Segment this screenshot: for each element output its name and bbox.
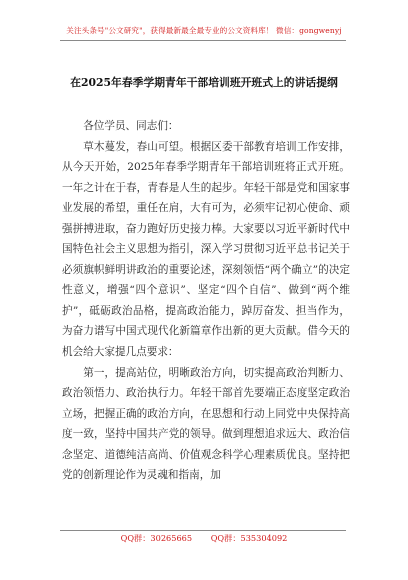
footer-contacts — [0, 533, 408, 544]
document-body — [62, 116, 350, 486]
first-point-paragraph: 第一，提高站位，明晰政治方向，切实提高政治判断力、政治领悟力、政治执行力。年轻干部首先要端正态度坚定政治立场，把握正确的政治方向，在思想和行动上同党中央保持高度一致，坚持中国共产党的领导。做到理想追求远大、政治信念坚定、道德纯洁高尚、价值观念科学心理素质优良。坚持把党的创新理论作为灵魂和指南，加 — [62, 366, 350, 482]
salutation-paragraph: 各位学员、同志们： — [83, 120, 179, 132]
footer-qq-group-2: QQ群：535304092 — [210, 533, 288, 543]
header-divider — [60, 40, 346, 41]
header-promo-text: 关注头条号"公文研究"，获得最新最全最专业的公文资料库！ 微信：gongwenyj — [66, 26, 342, 35]
document-title: 在2025年春季学期青年干部培训班开班式上的讲话提纲 — [70, 76, 338, 89]
footer-divider — [60, 530, 346, 531]
footer-qq-group-1: QQ群：30265665 — [120, 533, 193, 543]
opening-paragraph: 草木蔓发，春山可望。根据区委干部教育培训工作安排，从今天开始，2025年春季学期青年干部培训班将正式开班。一年之计在于春，青春是人生的起步。年轻干部是党和国家事业发展的希望，重任在肩，大有可为，必须牢记初心使命、顽强拼搏进取，奋力跑好历史接力棒。大家要以习近平新时代中国特色社会主义思想为指引，深入学习贯彻习近平总书记关于必须旗帜鲜明讲政治的重要论述，深刻领悟“两个确立”的决定性意义，增强“四个意识”、坚定“四个自信”、做到“两个维护”，砥砺政治品格，提高政治能力，踔厉奋发、担当作为，为奋力谱写中国式现代化新篇章作出新的更大贡献。借今天的机会给大家提几点要求： — [62, 140, 350, 359]
